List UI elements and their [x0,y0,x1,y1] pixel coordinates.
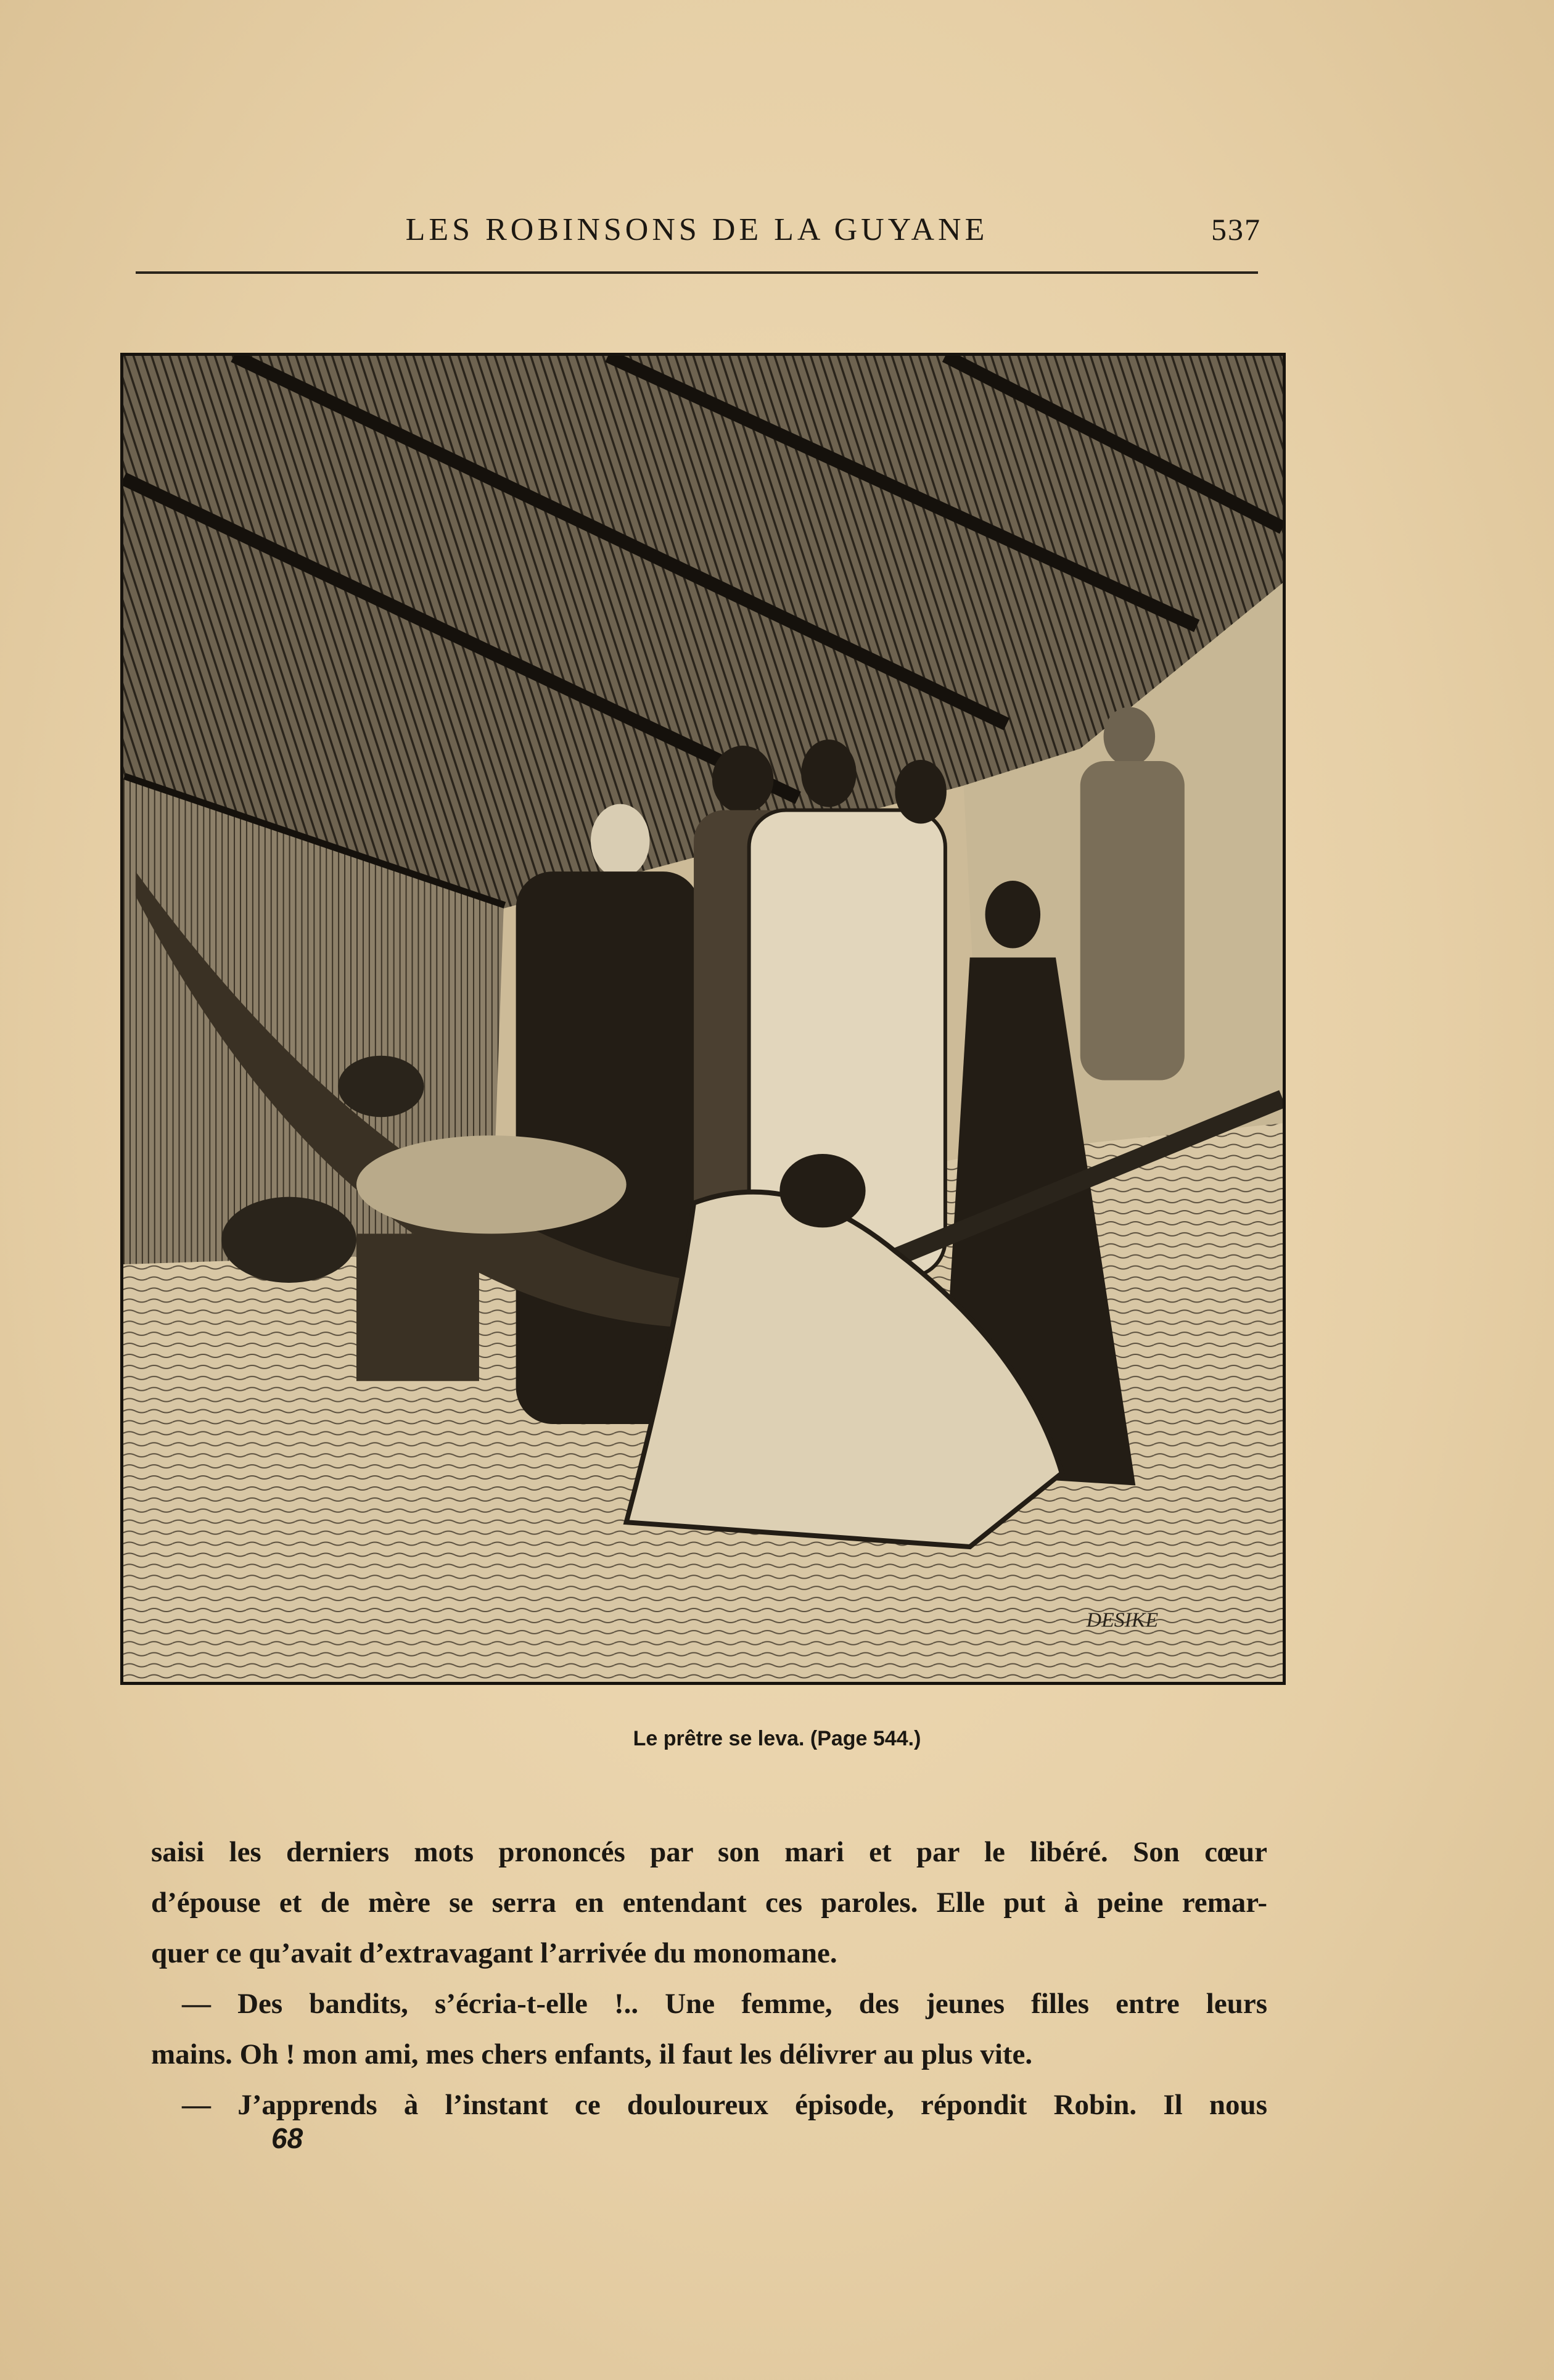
reclining-woman [338,1056,424,1118]
engraving-drawing [123,356,1283,1682]
body-line: — J’apprends à l’instant ce douloureux épisode, répondit Robin. Il nous [182,2089,1267,2121]
header-rule [136,271,1258,274]
page-number: 537 [1211,212,1261,247]
running-head [133,207,1261,256]
stool [356,1233,479,1381]
body-line: saisi les derniers mots prononcés par son mari et par le libéré. Son cœur [151,1836,1267,1868]
body-line: — Des bandits, s’écria-t-elle !.. Une femme, des jeunes filles entre leurs [182,1988,1267,2020]
body-line: quer ce qu’avait d’extravagant l’arrivée du monomane. [151,1937,837,1969]
body-line: d’épouse et de mère se serra en entendant ces paroles. Elle put à peine remar- [151,1887,1267,1919]
body-line: mains. Oh ! mon ami, mes chers enfants, il faut les délivrer au plus vite. [151,2038,1033,2070]
signature-mark: 68 [271,2122,303,2154]
illustration-caption: Le prêtre se leva. (Page 544.) [633,1727,921,1750]
running-title: LES ROBINSONS DE LA GUYANE [405,212,989,247]
engraver-signature: DESIKE [1086,1608,1159,1632]
clay-pot [221,1197,356,1283]
engraving-illustration [120,353,1286,1685]
body-text [151,1827,1267,2130]
